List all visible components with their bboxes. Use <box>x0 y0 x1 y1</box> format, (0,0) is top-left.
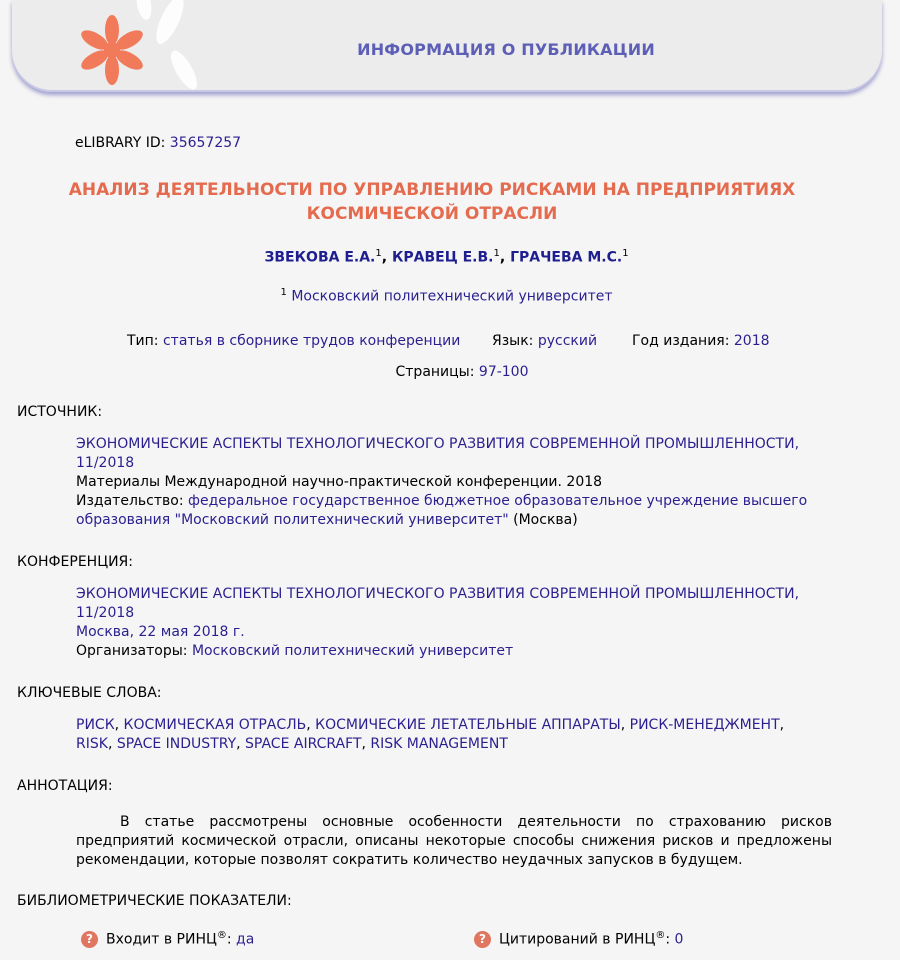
keyword-link[interactable]: RISK MANAGEMENT <box>370 736 508 752</box>
source-section <box>76 435 836 530</box>
question-circle-icon[interactable]: ? <box>474 931 491 948</box>
rinc-metric: ? Входит в РИНЦ®: да <box>81 930 254 948</box>
language-value: русский <box>537 333 598 349</box>
conference-organizers <box>76 642 836 661</box>
pages-value: 97-100 <box>478 364 529 380</box>
keyword-link[interactable]: КОСМИЧЕСКАЯ ОТРАСЛЬ <box>123 717 307 733</box>
keyword-link[interactable]: КОСМИЧЕСКИЕ ЛЕТАТЕЛЬНЫЕ АППАРАТЫ <box>315 717 621 733</box>
annotation-heading: АННОТАЦИЯ: <box>17 778 113 794</box>
keywords-list: РИСК, КОСМИЧЕСКАЯ ОТРАСЛЬ, КОСМИЧЕСКИЕ ЛЕТАТЕЛЬНЫЕ АППАРАТЫ, РИСК-МЕНЕДЖМЕНТ, RISK, SPACE INDUSTRY, SPACE AIRCRAFT, RISK MANAGEMENT <box>76 717 785 752</box>
affiliation-link[interactable]: Московский политехнический университет <box>291 288 613 305</box>
rinc-value: да <box>236 931 255 948</box>
annotation-text: В статье рассмотрены основные особенности деятельности по страхованию рисков предприятий космической отрасли, описаны некоторые способы снижения рисков и предложены рекомендации, которые позволят сократить количество неудачных запусков в будущем. <box>76 814 832 868</box>
pages-label: Страницы: <box>395 364 475 380</box>
source-materials: Материалы Международной научно-практической конференции. 2018 <box>76 474 603 490</box>
language-label: Язык: <box>492 333 534 349</box>
author-affil-sup: 1 <box>493 248 500 259</box>
elibrary-id <box>75 135 241 151</box>
publication-title <box>0 178 864 226</box>
publication-title-line1: АНАЛИЗ ДЕЯТЕЛЬНОСТИ ПО УПРАВЛЕНИЮ РИСКАМИ НА ПРЕДПРИЯТИЯХ <box>68 180 796 200</box>
keyword-link[interactable]: SPACE INDUSTRY <box>116 736 237 752</box>
pages-field <box>0 364 900 380</box>
conference-heading: КОНФЕРЕНЦИЯ: <box>17 554 133 570</box>
conference-title: ЭКОНОМИЧЕСКИЕ АСПЕКТЫ ТЕХНОЛОГИЧЕСКОГО РАЗВИТИЯ СОВРЕМЕННОЙ ПРОМЫШЛЕННОСТИ, <box>76 586 800 602</box>
source-title-link[interactable] <box>76 435 836 473</box>
author-affil-sup: 1 <box>375 248 382 259</box>
organizers-link[interactable]: Московский политехнический университет <box>191 643 514 659</box>
publisher-link-cont[interactable]: образования "Московский политехнический университет" <box>76 512 509 528</box>
author-affil-sup: 1 <box>622 248 629 259</box>
keyword-link[interactable]: РИСК <box>76 717 115 733</box>
page-title: ИНФОРМАЦИЯ О ПУБЛИКАЦИИ <box>357 40 655 59</box>
type-label: Тип: <box>127 333 159 349</box>
keyword-link[interactable]: RISK <box>76 736 108 752</box>
bibliometrics-heading: БИБЛИОМЕТРИЧЕСКИЕ ПОКАЗАТЕЛИ: <box>17 893 292 909</box>
source-heading: ИСТОЧНИК: <box>17 404 103 420</box>
author-list: ЗВЕКОВА Е.А.$^1$, КРАВЕЦ Е.В.$^1$, ГРАЧЕВА М.С.$^1$ <box>264 248 629 266</box>
elibrary-id-value[interactable]: 35657257 <box>169 135 242 151</box>
year-value: 2018 <box>733 333 770 349</box>
conference-issue: 11/2018 <box>76 605 135 621</box>
affiliation <box>0 287 893 305</box>
keywords-heading: КЛЮЧЕВЫЕ СЛОВА: <box>17 685 162 701</box>
citations-metric: ? Цитирований в РИНЦ®: 0 <box>474 930 683 948</box>
question-circle-icon[interactable]: ? <box>81 931 98 948</box>
language-field <box>492 333 597 349</box>
conference-section <box>76 585 836 661</box>
publisher-label: Издательство: <box>76 493 184 509</box>
publication-title-line2: КОСМИЧЕСКОЙ ОТРАСЛИ <box>306 204 558 224</box>
type-value: статья в сборнике трудов конференции <box>162 333 461 349</box>
year-field <box>632 333 770 349</box>
page-header <box>12 0 882 92</box>
citations-label: Цитирований в РИНЦ <box>499 931 656 948</box>
publisher-link[interactable]: федеральное государственное бюджетное образовательное учреждение высшего <box>187 493 808 509</box>
conference-title-link[interactable] <box>76 585 836 623</box>
type-field <box>127 333 460 349</box>
citations-registered-mark: ® <box>655 930 666 941</box>
year-label: Год издания: <box>632 333 730 349</box>
rinc-registered-mark: ® <box>216 930 227 941</box>
rinc-label: Входит в РИНЦ <box>106 931 217 948</box>
source-title: ЭКОНОМИЧЕСКИЕ АСПЕКТЫ ТЕХНОЛОГИЧЕСКОГО РАЗВИТИЯ СОВРЕМЕННОЙ ПРОМЫШЛЕННОСТИ, <box>76 436 800 452</box>
source-publisher <box>76 492 836 530</box>
affiliation-sup: 1 <box>280 287 287 298</box>
author-link[interactable]: ЗВЕКОВА Е.А. <box>264 249 376 266</box>
conference-place-date: Москва, 22 мая 2018 г. <box>76 624 245 640</box>
keyword-link[interactable]: SPACE AIRCRAFT <box>245 736 362 752</box>
publisher-city: (Москва) <box>513 512 578 528</box>
author-link[interactable]: КРАВЕЦ Е.В. <box>391 249 494 266</box>
keyword-link[interactable]: РИСК-МЕНЕДЖМЕНТ <box>629 717 780 733</box>
organizers-label: Организаторы: <box>76 643 188 659</box>
elibrary-id-label: eLIBRARY ID: <box>75 135 166 151</box>
author-link[interactable]: ГРАЧЕВА М.С. <box>510 249 623 266</box>
citations-value[interactable]: 0 <box>674 931 684 948</box>
source-issue: 11/2018 <box>76 455 135 471</box>
